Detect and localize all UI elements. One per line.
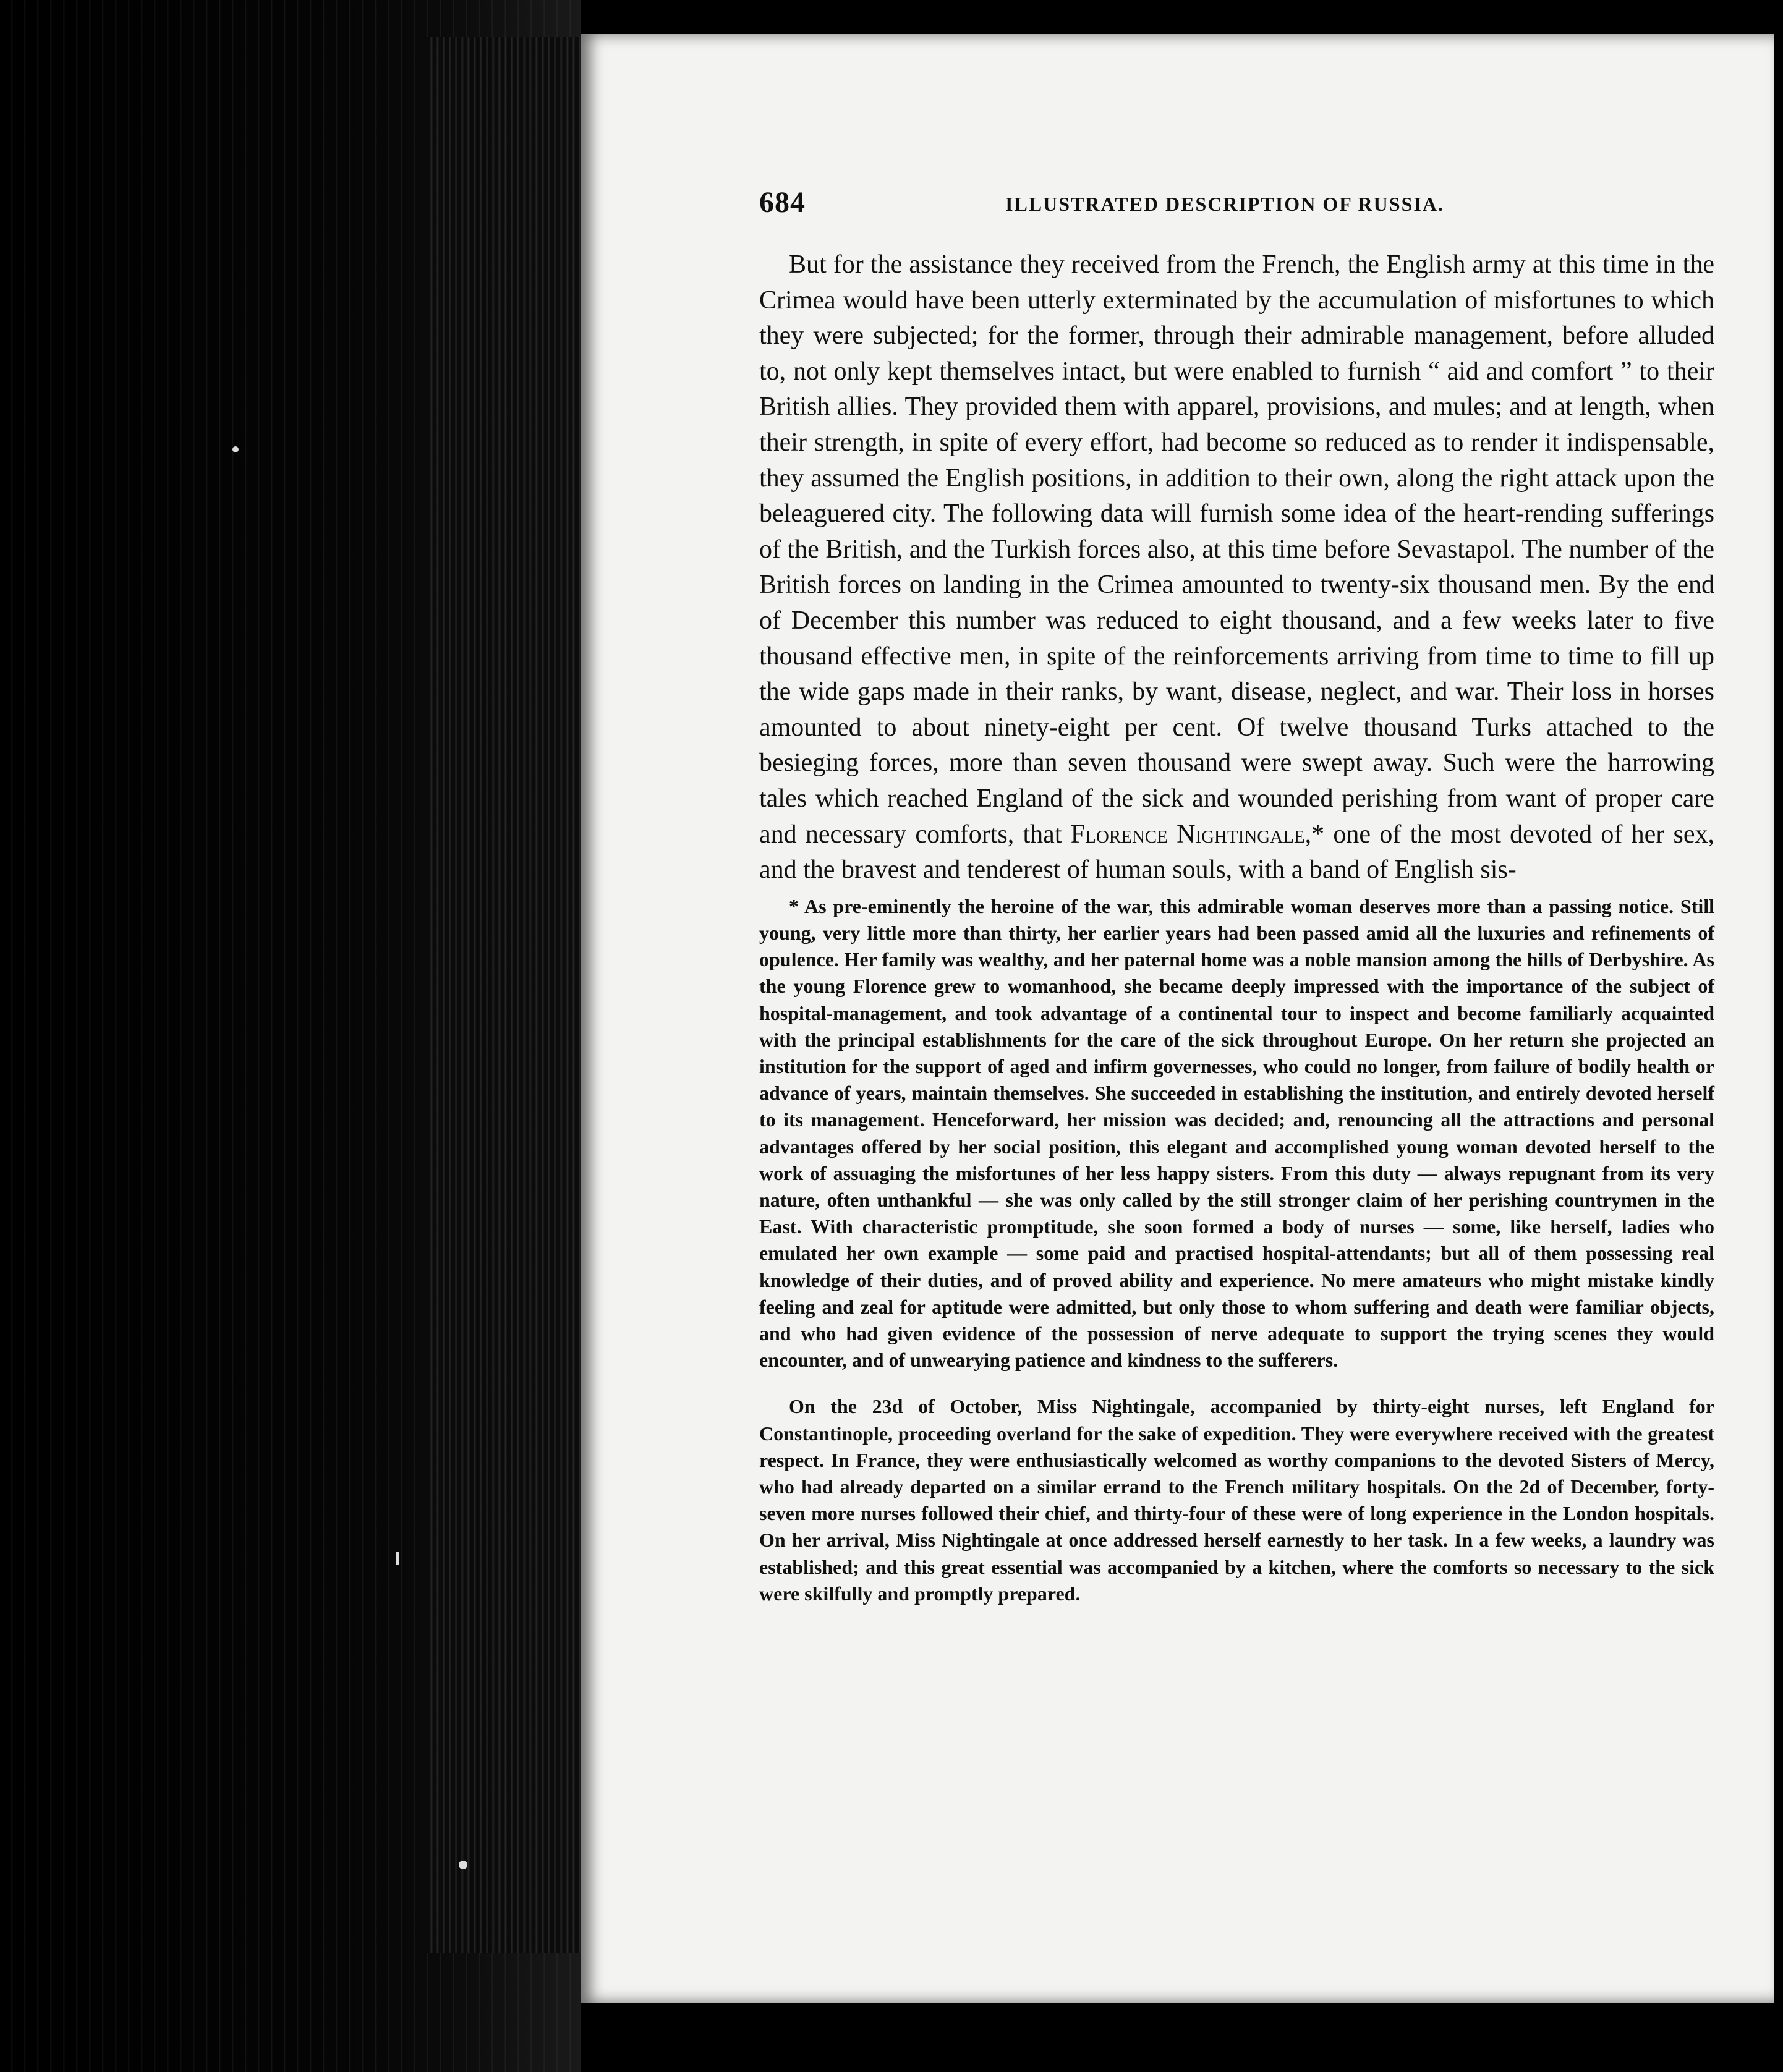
book-page [581,34,1774,2003]
footnote-1: * As pre-eminently the heroine of the war, this admirable woman deserves more than a passing notice. Still young, very little more than thirty, her earlier years had been passed amid all the luxuries and refinements of opulence. Her family was wealthy, and her paternal home was a noble mansion among the hills of Derbyshire. As the young Florence grew to womanhood, she became deeply impressed with the importance of the subject of hospital-management, and took advantage of a continental tour to inspect and become familiarly acquainted with the principal establishments for the care of the sick throughout Europe. On her return she projected an institution for the support of aged and infirm governesses, who could no longer, from failure of bodily health or advance of years, maintain themselves. She succeeded in establishing the institution, and entirely devoted herself to its management. Henceforward, her mission was decided; and, renouncing all the attractions and personal advantages offered by her social position, this elegant and accomplished young woman devoted herself to the work of assuaging the misfortunes of her less happy sisters. From this duty — always repugnant from its very nature, often unthankful — she was only called by the still stronger claim of her perishing countrymen in the East. With characteristic promptitude, she soon formed a body of nurses — some, like herself, ladies who emulated her own example — some paid and practised hospital-attendants; but all of them possessing real knowledge of their duties, and of proved ability and experience. No mere amateurs who might mistake kindly feeling and zeal for aptitude were admitted, but only those to whom suffering and death were familiar objects, and who had given evidence of the possession of nerve adequate to support the trying scenes they would encounter, and of unwearying patience and kindness to the sufferers. [759,894,1714,1372]
footnote-2: On the 23d of October, Miss Nightingale, accompanied by thirty-eight nurses, left England for Constantinople, proceeding overland for the sake of expedition. They were everywhere received with the greatest respect. In France, they were enthusiastically welcomed as worthy companions to the devoted Sisters of Mercy, who had already departed on a similar errand to the French military hospitals. On the 2d of December, forty-seven more nurses followed their chief, and thirty-four of these were of long experience in the London hospitals. On her arrival, Miss Nightingale at once addressed herself earnestly to her task. In a few weeks, a laundry was established; and this great essential was accompanied by a kitchen, where the comforts so necessary to the sick were skilfully and promptly prepared. [759,1395,1714,1605]
running-head: ILLUSTRATED DESCRIPTION OF RUSSIA. [1005,193,1444,215]
main-text-part-2: one of the most devoted of her sex, and the bravest and tenderest of human souls, with a band of English sis- [759,820,1714,885]
page-content [759,185,1714,1627]
main-paragraph [759,247,1714,888]
page-edges [427,37,581,1953]
main-text-part-1: But for the assistance they received from the French, the English army at this time in the Crimea would have been utterly exterminated by the accumulation of misfortunes to which they were subjected; for the former, through their admirable management, before alluded to, not only kept themselves intact, but were enabled to furnish “ aid and comfort ” to their British allies. They provided them with apparel, provisions, and mules; and at length, when their strength, in spite of every effort, had become so reduced as to render it indispensable, they assumed the English positions, in addition to their own, along the right attack upon the beleaguered city. The following data will furnish some idea of the heart-rending sufferings of the British, and the Turkish forces also, at this time before Sevastapol. The number of the British forces on landing in the Crimea amounted to twenty-six thousand men. By the end of December this number was reduced to eight thousand, and a few weeks later to five thousand effective men, in spite of the reinforcements arriving from time to time to fill up the wide gaps made in their ranks, by want, disease, neglect, and war. Their loss in horses amounted to about ninety-eight per cent. Of twelve thousand Turks attached to the besieging forces, more than seven thousand were swept away. Such were the harrowing tales which reached England of the sick and wounded perishing from want of proper care and necessary comforts, that [759,250,1714,849]
florence-nightingale-name: Florence Nightingale,* [1070,820,1325,849]
page-header [759,185,1714,223]
page-number: 684 [759,186,806,219]
